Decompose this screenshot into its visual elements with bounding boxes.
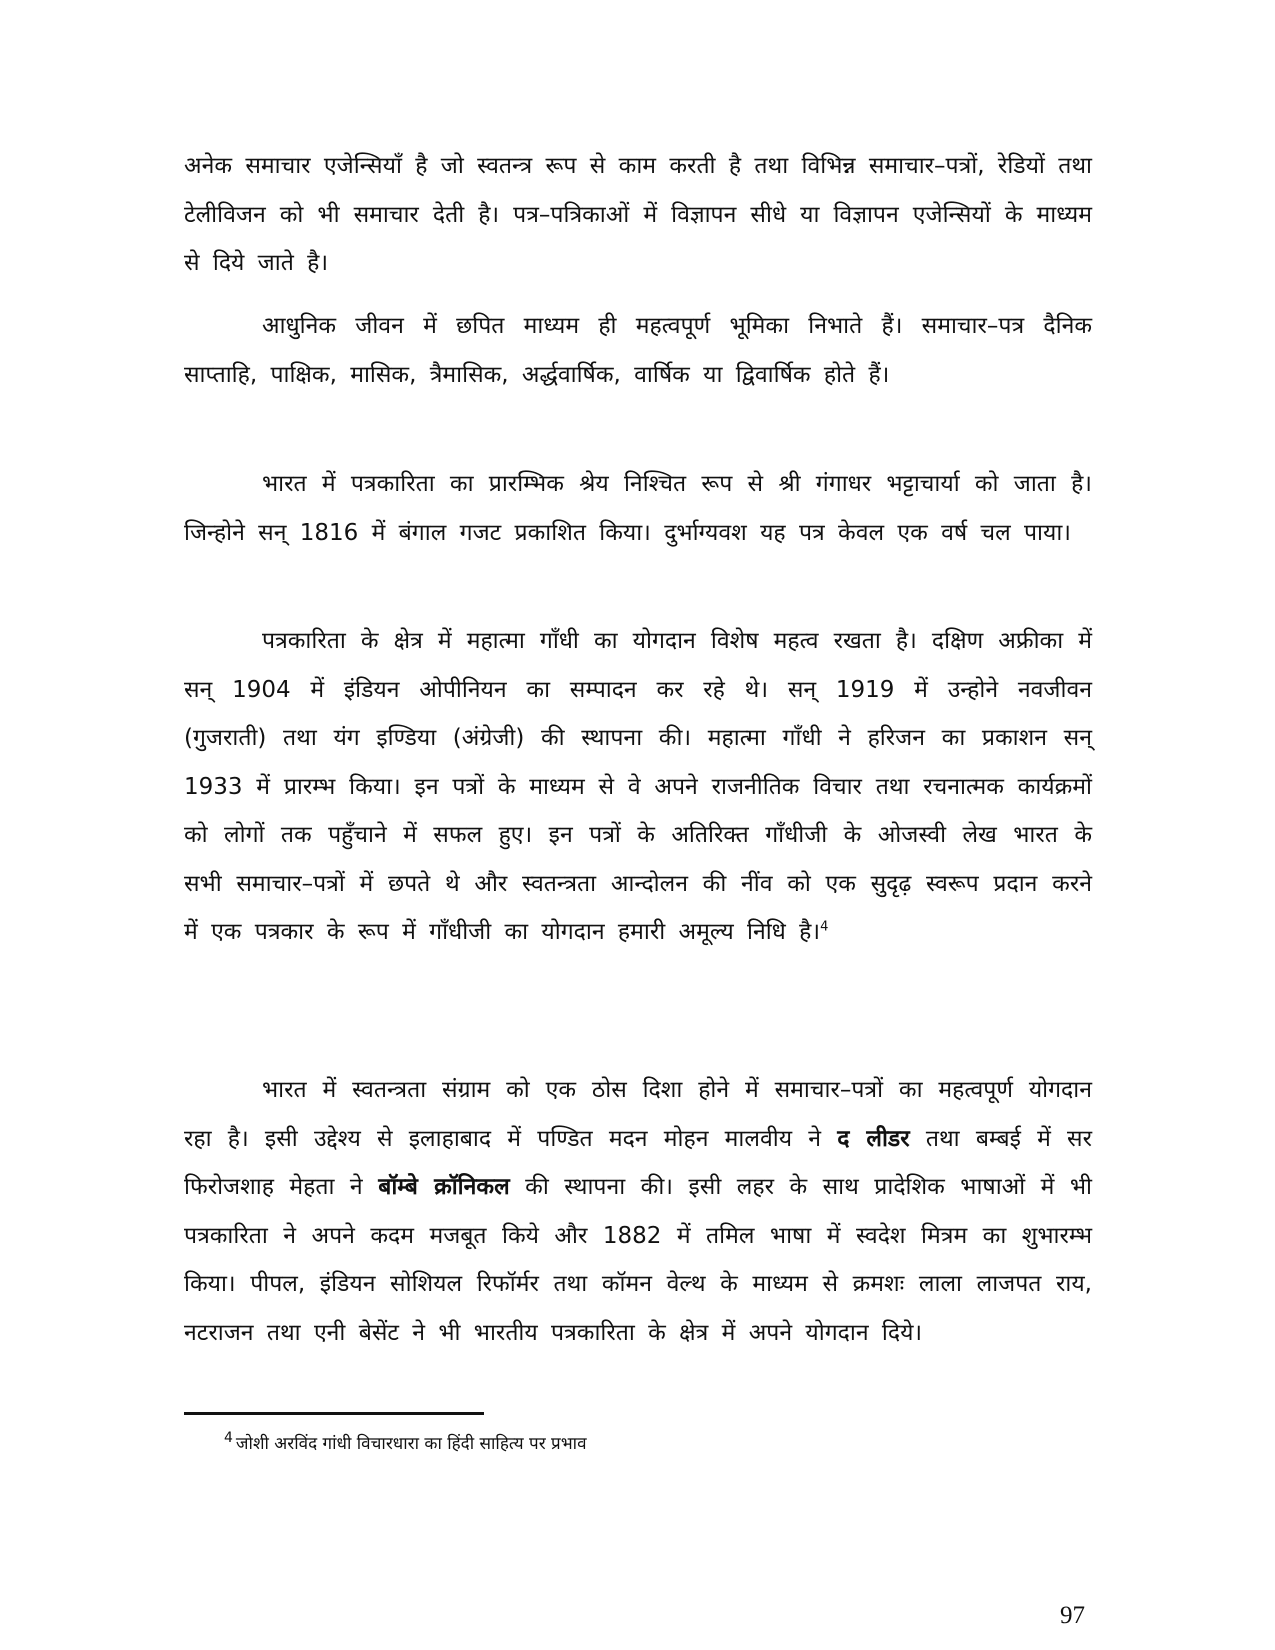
paragraph-3-text: भारत में पत्रकारिता का प्रारम्भिक श्रेय निश्चित रूप से श्री गंगाधर भट्टाचार्या को जाता है। जिन्होने सन् 1816 में बंगाल गजट प्रकाशित किया। दुर्भाग्यवश यह पत्र केवल एक वर्ष चल पाया। [184, 471, 1092, 546]
paragraph-3 [184, 460, 1092, 557]
newspaper-name-the-leader: द लीडर [837, 1125, 910, 1152]
footnote-reference: 4 [820, 919, 829, 935]
paragraph-5-text-b: तथा बम्बई में सर फिरोजशाह मेहता ने [184, 1125, 1092, 1200]
paragraph-4 [184, 617, 1092, 957]
footnote-divider [184, 1412, 484, 1415]
paragraph-5-text-a: भारत में स्वतन्त्रता संग्राम को एक ठोस दिशा होने में समाचार–पत्रों का महत्वपूर्ण योगदान रहा है। इसी उद्देश्य से इलाहाबाद में पण्डित मदन मोहन मालवीय ने [184, 1077, 1092, 1152]
footnote-text: जोशी अरविंद गांधी विचारधारा का हिंदी साहित्य पर प्रभाव [235, 1434, 587, 1454]
paragraph-5 [184, 1066, 1092, 1357]
paragraph-4-text: पत्रकारिता के क्षेत्र में महात्मा गाँधी का योगदान विशेष महत्व रखता है। दक्षिण अफ्रीका में सन् 1904 में इंडियन ओपीनियन का सम्पादन कर रहे थे। सन् 1919 में उन्होने नवजीवन (गुजराती) तथा यंग इण्डिया (अंग्रेजी) की स्थापना की। महात्मा गाँधी ने हरिजन का प्रकाशन सन् 1933 में प्रारम्भ किया। इन पत्रों के माध्यम से वे अपने राजनीतिक विचार तथा रचनात्मक कार्यक्रमों को लोगों तक पहुँचाने में सफल हुए। इन पत्रों के अतिरिक्त गाँधीजी के ओजस्वी लेख भारत के सभी समाचार–पत्रों में छपते थे और स्वतन्त्रता आन्दोलन की नींव को एक सुदृढ़ स्वरूप प्रदान करने में एक पत्रकार के रूप में गाँधीजी का योगदान हमारी अमूल्य निधि है। [184, 628, 1092, 945]
footnote [224, 1432, 587, 1456]
paragraph-1 [184, 142, 1092, 288]
page-number: 97 [1060, 1602, 1085, 1629]
footnote-number: 4 [224, 1430, 233, 1447]
paragraph-1-text: अनेक समाचार एजेन्सियाँ है जो स्वतन्त्र रूप से काम करती है तथा विभिन्न समाचार–पत्रों, रेडियों तथा टेलीविजन को भी समाचार देती है। पत्र–पत्रिकाओं में विज्ञापन सीधे या विज्ञापन एजेन्सियों के माध्यम से दिये जाते है। [184, 153, 1092, 276]
paragraph-2-text: आधुनिक जीवन में छपित माध्यम ही महत्वपूर्ण भूमिका निभाते हैं। समाचार–पत्र दैनिक साप्ताहि, पाक्षिक, मासिक, त्रैमासिक, अर्द्धवार्षिक, वार्षिक या द्विवार्षिक होते हैं। [184, 313, 1092, 388]
newspaper-name-bombay-chronicle: बॉम्बे क्रॉनिकल [378, 1174, 510, 1200]
paragraph-5-text-c: की स्थापना की। इसी लहर के साथ प्रादेशिक भाषाओं में भी पत्रकारिता ने अपने कदम मजबूत किये और 1882 में तमिल भाषा में स्वदेश मित्रम का शुभारम्भ किया। पीपल, इंडियन सोशियल रिफॉर्मर तथा कॉमन वेल्थ के माध्यम से क्रमशः लाला लाजपत राय, नटराजन तथा एनी बेसेंट ने भी भारतीय पत्रकारिता के क्षेत्र में अपने योगदान दिये। [184, 1174, 1093, 1346]
paragraph-2 [184, 302, 1092, 399]
